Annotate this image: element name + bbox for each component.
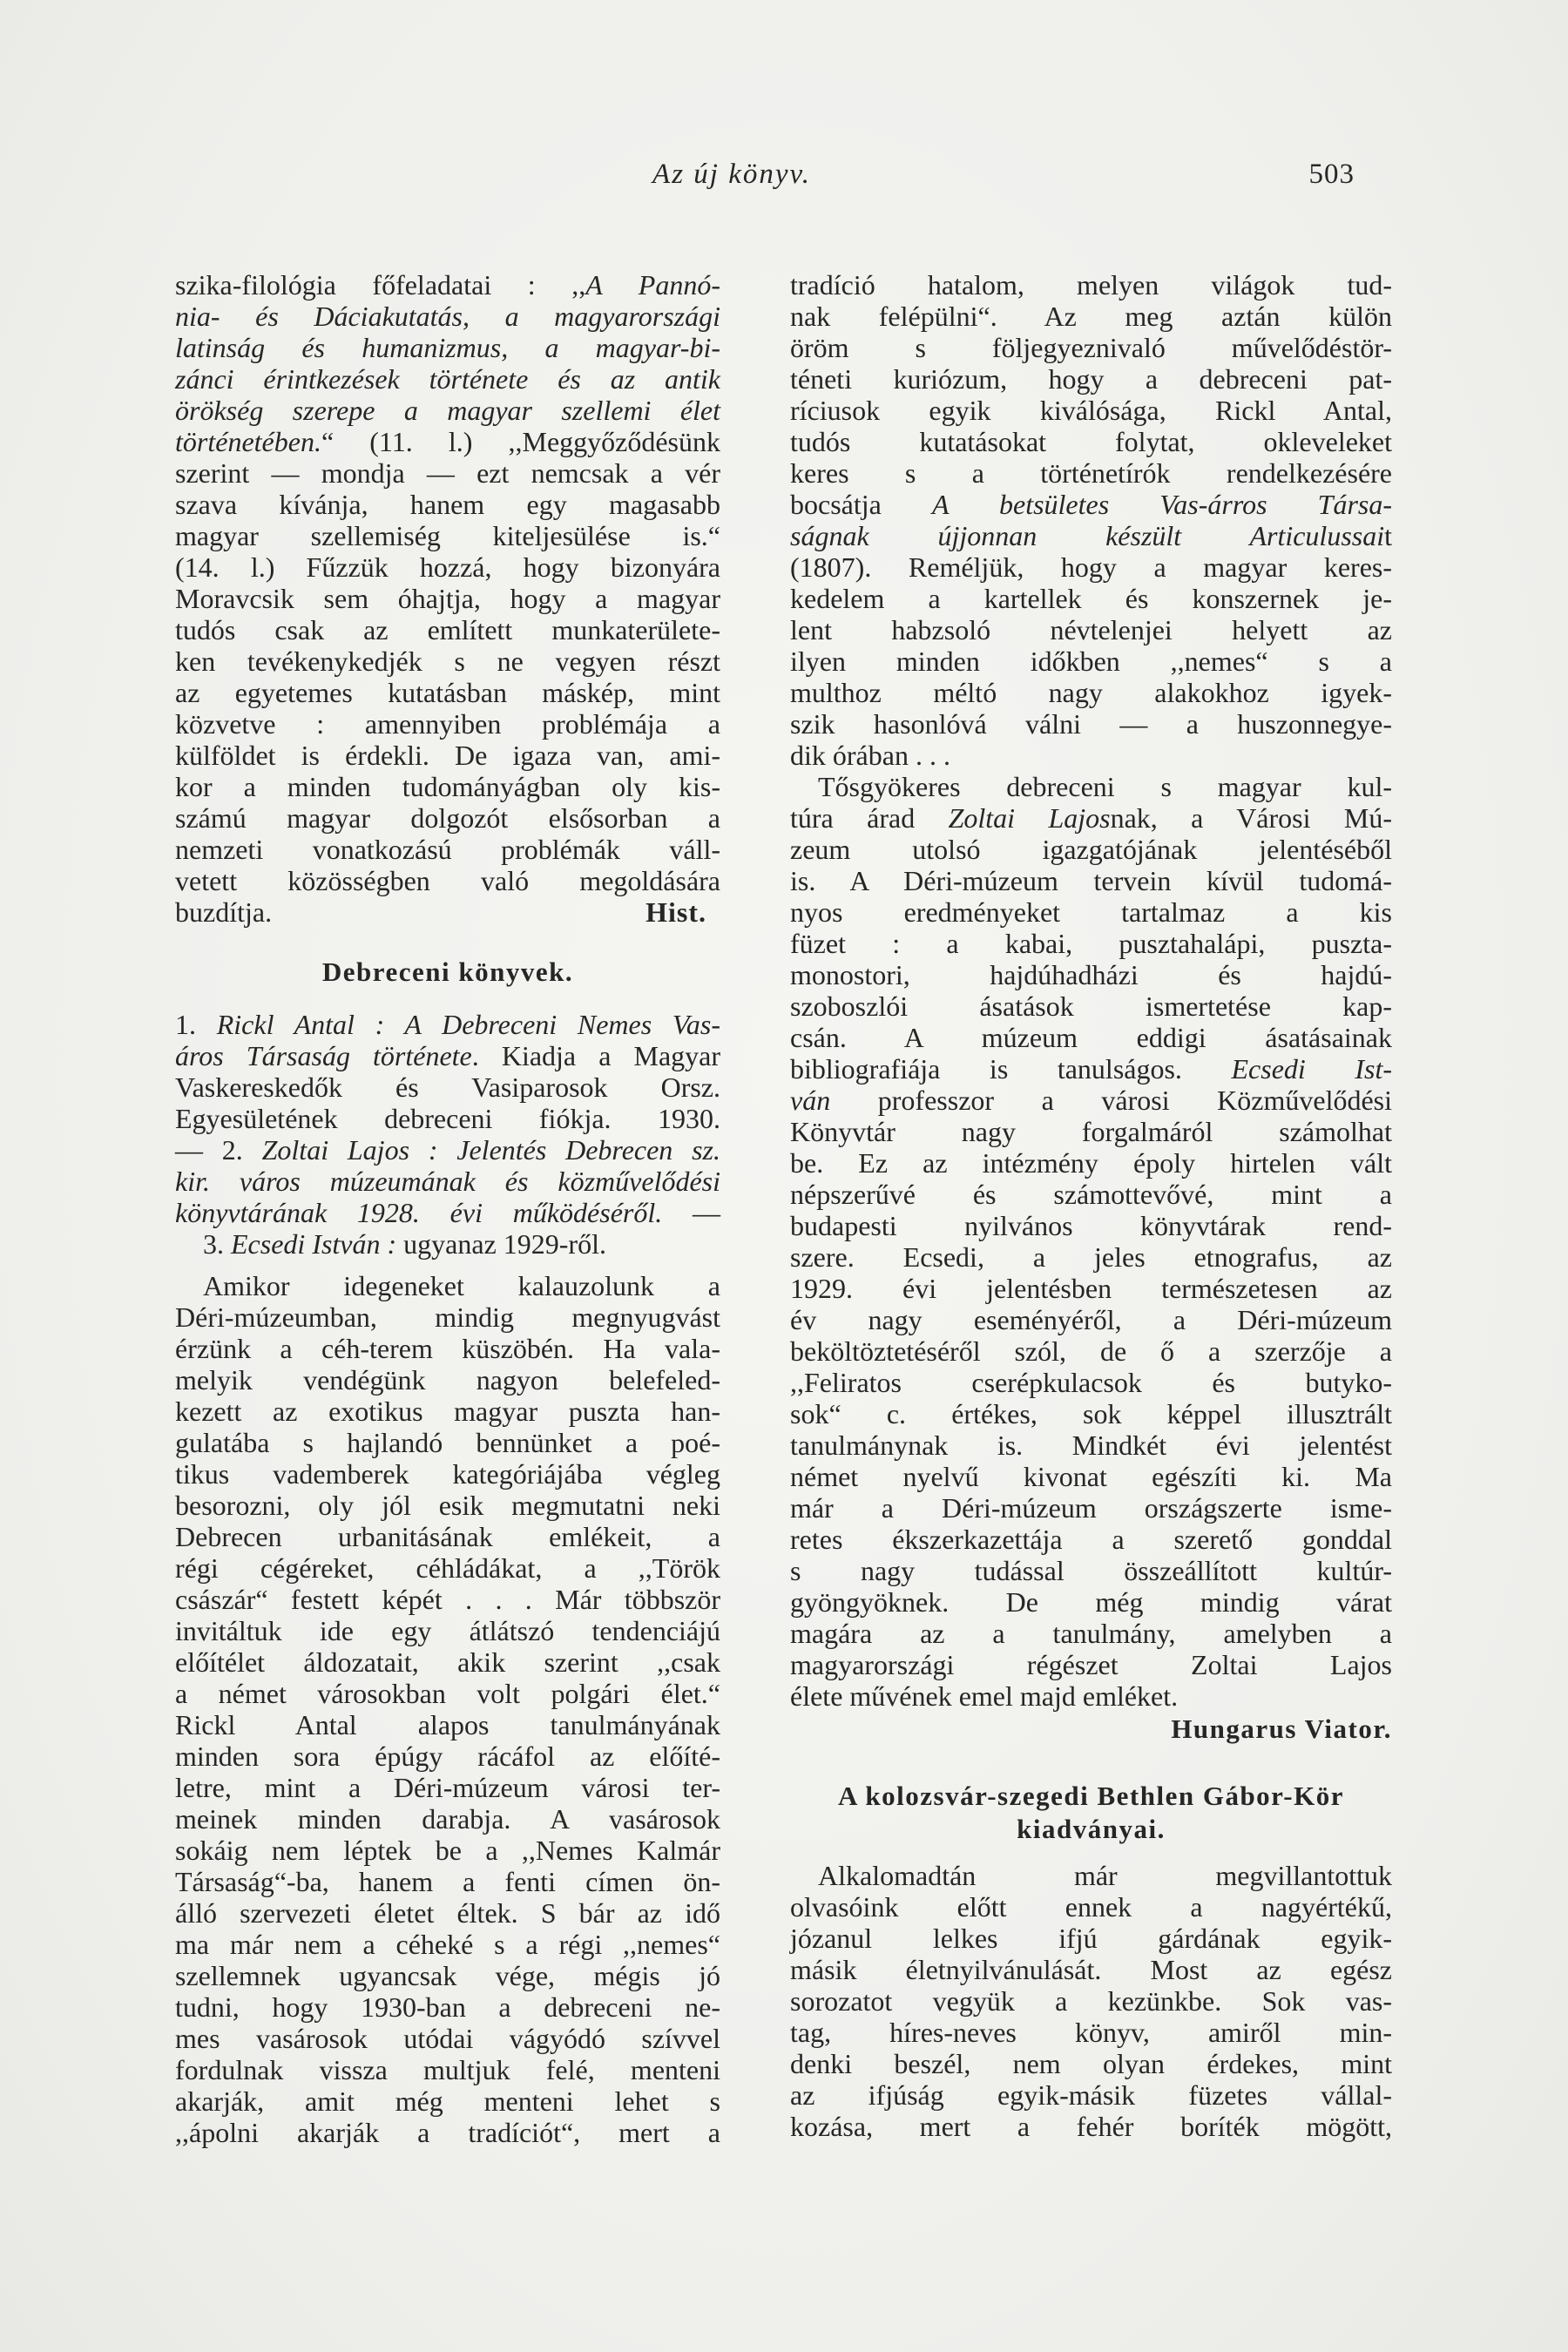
line-text: — 2. (175, 1134, 262, 1166)
text-line (175, 2117, 720, 2148)
italic-text: nia- és Dáciakutatás, a magyarországi (175, 301, 720, 332)
text-line (175, 1490, 720, 1521)
text-line (175, 1396, 720, 1427)
line-text: öröm s följegyeznivaló művelődéstör- (790, 332, 1392, 363)
text-line (790, 489, 1392, 520)
text-line (790, 2017, 1392, 2048)
line-text: másik életnyilvánulását. Most az egész (790, 1954, 1392, 1985)
text-line (175, 2023, 720, 2054)
text-line (175, 771, 720, 802)
line-text: császár“ festett képét . . . Már többször (175, 1584, 720, 1615)
line-text: szik hasonlóvá válni — a huszonnegye- (790, 708, 1392, 740)
line-text: az ifjúság egyik-másik füzetes vállal- (790, 2079, 1392, 2111)
text-line (175, 1866, 720, 1897)
text-line (175, 1646, 720, 1678)
text-line (175, 834, 720, 865)
italic-text: Rickl Antal : A Debreceni Nemes Vas- (216, 1009, 721, 1040)
line-text: ,,Feliratos cserépkulacsok és butyko- (790, 1367, 1392, 1398)
text-line (790, 1985, 1392, 2017)
line-text: ,,ápolni akarják a tradíciót“, mert a (175, 2117, 720, 2148)
text-line (790, 1524, 1392, 1555)
text-line (790, 1085, 1392, 1116)
text-line (790, 1891, 1392, 1923)
line-text: csán. A múzeum eddigi ásatásainak (790, 1022, 1392, 1053)
text-line (175, 1803, 720, 1835)
section-heading-debreceni-konyvek: Debreceni könyvek. (321, 956, 574, 987)
line-text: népszerűvé és számottevővé, mint a (790, 1179, 1392, 1210)
text-line (175, 1228, 720, 1260)
text-line (790, 1923, 1392, 1954)
right-column-text-1 (790, 269, 1392, 1712)
text-line (175, 1301, 720, 1333)
text-line (790, 802, 1392, 834)
line-text: olvasóink előtt ennek a nagyértékű, (790, 1891, 1392, 1923)
line-text: letre, mint a Déri-múzeum városi ter- (175, 1772, 720, 1803)
line-text: budapesti nyilvános könyvtárak rend- (790, 1210, 1392, 1241)
text-line (175, 645, 720, 677)
line-text: — (662, 1197, 721, 1228)
text-line (790, 269, 1392, 301)
line-text: Egyesületének debreceni fiókja. 1930. (175, 1103, 720, 1134)
signature-text: Hist. (645, 896, 706, 928)
line-text: 1929. évi jelentésben természetesen az (790, 1273, 1392, 1304)
line-text: ma már nem a céheké s a régi ,,nemes“ (175, 1929, 720, 1960)
line-text: (1807). Reméljük, hogy a magyar keres- (790, 551, 1392, 583)
italic-text: Zoltai Lajos : Jelentés Debrecen sz. (261, 1134, 721, 1166)
text-line (790, 1954, 1392, 1985)
italic-text: Ecsedi Ist- (1231, 1053, 1393, 1085)
line-text: tudós csak az említett munkaterülete- (175, 614, 720, 645)
left-column-text-1 (175, 269, 720, 928)
text-line (790, 520, 1392, 551)
text-line (175, 1040, 720, 1071)
line-text: kor a minden tudományágban oly kis- (175, 771, 720, 802)
line-text: Moravcsik sem óhajtja, hogy a magyar (175, 583, 720, 614)
text-line (790, 1429, 1392, 1461)
running-title: Az új könyv. (652, 159, 811, 190)
italic-text: örökség szerepe a magyar szellemi élet (175, 395, 720, 426)
text-line (790, 1022, 1392, 1053)
line-text: s nagy tudással összeállított kultúr- (790, 1555, 1392, 1586)
left-column-text-2 (175, 1270, 720, 2148)
text-line (790, 426, 1392, 457)
line-text: Könyvtár nagy forgalmáról számolhat (790, 1116, 1392, 1147)
line-text: 3. (203, 1228, 231, 1260)
line-text: német nyelvű kivonat egészíti ki. Ma (790, 1461, 1392, 1492)
text-line (790, 865, 1392, 896)
line-text: magyar szellemiség kiteljesülése is.“ (175, 520, 720, 551)
text-line (790, 1116, 1392, 1147)
italic-text: kir. város múzeumának és közművelődési (175, 1166, 720, 1197)
text-line (790, 645, 1392, 677)
text-line (790, 1367, 1392, 1398)
line-text: tudós kutatásokat folytat, okleveleket (790, 426, 1392, 457)
line-text: magára az a tanulmány, amelyben a (790, 1618, 1392, 1649)
line-text: buzdítja. (175, 896, 273, 928)
text-line (790, 363, 1392, 395)
line-text: szoboszlói ásatások ismertetése kap- (790, 990, 1392, 1022)
text-line (175, 583, 720, 614)
line-text: ilyen minden időkben ,,nemes“ s a (790, 645, 1392, 677)
text-line (790, 2079, 1392, 2111)
text-line (790, 1210, 1392, 1241)
text-line (175, 1709, 720, 1740)
line-text: tradíció hatalom, melyen világok tud- (790, 269, 1392, 301)
text-line (790, 301, 1392, 332)
line-text: ríciusok egyik kiválósága, Rickl Antal, (790, 395, 1392, 426)
text-line (790, 1147, 1392, 1179)
italic-text: Ecsedi István : (231, 1228, 397, 1260)
line-text: év nagy eseményéről, a Déri-múzeum (790, 1304, 1392, 1335)
text-line (175, 1364, 720, 1396)
line-text: t (1384, 520, 1392, 551)
text-line (175, 740, 720, 771)
text-line (790, 834, 1392, 865)
line-text: lent habzsoló névtelenjei helyett az (790, 614, 1392, 645)
line-text: kozása, mert a fehér boríték mögött, (790, 2111, 1392, 2142)
line-text: előítélet áldozatait, akik szerint ,,csak (175, 1646, 720, 1678)
line-text: sokáig nem léptek be a ,,Nemes Kalmár (175, 1835, 720, 1866)
text-line (790, 457, 1392, 489)
line-text: ken tevékenykedjék s ne vegyen részt (175, 645, 720, 677)
text-line (790, 771, 1392, 802)
text-line (790, 928, 1392, 959)
line-text: vetett közösségben való megoldására (175, 865, 720, 896)
line-text: füzet : a kabai, pusztahalápi, puszta- (790, 928, 1392, 959)
right-column-text-2 (790, 1860, 1392, 2142)
text-line (175, 457, 720, 489)
italic-text: Zoltai Lajos (948, 802, 1111, 834)
text-line (790, 1053, 1392, 1085)
line-text: kedelem a kartellek és konszernek je- (790, 583, 1392, 614)
line-text: nemzeti vonatkozású problémák váll- (175, 834, 720, 865)
italic-text: A betsületes Vas-árros Társa- (931, 489, 1393, 520)
line-text: téneti kuriózum, hogy a debreceni pat- (790, 363, 1392, 395)
text-line (175, 1835, 720, 1866)
text-line (175, 896, 720, 928)
line-text: zeum utolsó igazgatójának jelentéséből (790, 834, 1392, 865)
line-text: Déri-múzeumban, mindig megnyugvást (175, 1301, 720, 1333)
line-text: a német városokban volt polgári élet.“ (175, 1678, 720, 1709)
line-text: sok“ c. értékes, sok képpel illusztrált (790, 1398, 1392, 1429)
line-text: “ (11. l.) ,,Meggyőződésünk (321, 426, 720, 457)
line-text: tikus vademberek kategóriájába végleg (175, 1458, 720, 1490)
line-text: élete művének emel majd emléket. (790, 1680, 1179, 1712)
line-text: Tősgyökeres debreceni s magyar kul- (818, 771, 1392, 802)
line-text: Debrecen urbanitásának emlékeit, a (175, 1521, 720, 1552)
text-line (175, 1991, 720, 2023)
line-text: 1. (175, 1009, 217, 1040)
text-line (175, 1071, 720, 1103)
text-line (175, 2054, 720, 2085)
line-text: nak felépülni“. Az meg aztán külön (790, 301, 1392, 332)
text-line (175, 520, 720, 551)
line-text: szere. Ecsedi, a jeles etnografus, az (790, 1241, 1392, 1273)
text-line (790, 583, 1392, 614)
text-line (790, 1273, 1392, 1304)
line-text: gulatába s hajlandó bennünket a poé- (175, 1427, 720, 1458)
line-text: be. Ez az intézmény époly hirtelen vált (790, 1147, 1392, 1179)
line-text: kezett az exotikus magyar puszta han- (175, 1396, 720, 1427)
line-text: (14. l.) Fűzzük hozzá, hogy bizonyára (175, 551, 720, 583)
line-text: beköltöztetéséről szól, de ő a szerzője a (790, 1335, 1392, 1367)
text-line (175, 426, 720, 457)
line-text: meinek minden darabja. A vasárosok (175, 1803, 720, 1835)
line-text: monostori, hajdúhadházi és hajdú- (790, 959, 1392, 990)
text-line (175, 1009, 720, 1040)
line-text: szerint — mondja — ezt nemcsak a vér (175, 457, 720, 489)
text-line (175, 1740, 720, 1772)
line-text: régi cégéreket, céhládákat, a ,,Török (175, 1552, 720, 1584)
text-line (175, 1427, 720, 1458)
line-text: tanulmánynak is. Mindkét évi jelentést (790, 1429, 1392, 1461)
text-line (790, 1304, 1392, 1335)
line-text: multhoz méltó nagy alakokhoz igyek- (790, 677, 1392, 708)
line-text: bibliografiája is tanulságos. (790, 1053, 1232, 1085)
line-text: melyik vendégünk nagyon belefeled- (175, 1364, 720, 1396)
text-line (790, 990, 1392, 1022)
text-line (175, 332, 720, 363)
text-line (175, 1772, 720, 1803)
line-text: magyarországi régészet Zoltai Lajos (790, 1649, 1392, 1680)
text-line (175, 395, 720, 426)
text-line (175, 1197, 720, 1228)
text-line (790, 1492, 1392, 1524)
line-text: invitáltuk ide egy átlátszó tendenciájú (175, 1615, 720, 1646)
text-line (790, 1461, 1392, 1492)
text-line (175, 1270, 720, 1301)
text-line (175, 1897, 720, 1929)
text-line (790, 1241, 1392, 1273)
text-line (175, 1960, 720, 1991)
line-text: minden sora épúgy rácáfol az előíté- (175, 1740, 720, 1772)
book-list (175, 1009, 720, 1260)
line-text: tag, híres-neves könyv, amiről min- (790, 2017, 1392, 2048)
line-text: közvetve : amennyiben problémája a (175, 708, 720, 740)
italic-text: ván (790, 1085, 831, 1116)
text-line (175, 1929, 720, 1960)
text-line (790, 2111, 1392, 2142)
line-text: külföldet is érdekli. De igaza van, ami- (175, 740, 720, 771)
line-text: józanul lelkes ifjú gárdának egyik- (790, 1923, 1392, 1954)
text-line (790, 395, 1392, 426)
line-text: mes vasárosok utódai vágyódó szívvel (175, 2023, 720, 2054)
line-text: már a Déri-múzeum országszerte isme- (790, 1492, 1392, 1524)
italic-text: áros Társaság története (175, 1040, 472, 1071)
text-line (175, 551, 720, 583)
heading-line-1: A kolozsvár-szegedi Bethlen Gábor-Kör (837, 1781, 1344, 1811)
line-text: szava kívánja, hanem egy magasabb (175, 489, 720, 520)
text-line (790, 959, 1392, 990)
text-line (175, 1103, 720, 1134)
text-line (790, 1555, 1392, 1586)
line-text: Rickl Antal alapos tanulmányának (175, 1709, 720, 1740)
italic-text: ságnak újjonnan készült Articulussai (790, 520, 1385, 551)
italic-text: történetében. (175, 426, 321, 457)
text-line (175, 363, 720, 395)
text-line (790, 1680, 1392, 1712)
author-signature: Hungarus Viator. (1171, 1713, 1392, 1744)
text-line (175, 677, 720, 708)
text-line (175, 1134, 720, 1166)
text-line (175, 614, 720, 645)
line-text: . Kiadja a Magyar (471, 1040, 721, 1071)
text-line (790, 614, 1392, 645)
line-text: keres s a történetírók rendelkezésére (790, 457, 1392, 489)
line-text: sorozatot vegyük a kezünkbe. Sok vas- (790, 1985, 1392, 2017)
text-line (790, 677, 1392, 708)
page-number: 503 (1308, 159, 1355, 190)
line-text: az egyetemes kutatásban máskép, mint (175, 677, 720, 708)
italic-text: könyvtárának 1928. évi működéséről. (175, 1197, 663, 1228)
line-text: túra árad (790, 802, 949, 834)
line-text: denki beszél, nem olyan érdekes, mint (790, 2048, 1392, 2079)
text-line (175, 1552, 720, 1584)
line-text: Vaskereskedők és Vasiparosok Orsz. (175, 1071, 720, 1103)
line-text: retes ékszerkazettája a szerető gonddal (790, 1524, 1392, 1555)
line-text: professzor a városi Közművelődési (830, 1085, 1392, 1116)
text-line (790, 1860, 1392, 1891)
text-line (790, 2048, 1392, 2079)
text-line (175, 865, 720, 896)
text-line (175, 2085, 720, 2117)
text-line (175, 1333, 720, 1364)
italic-text: zánci érintkezések története és az antik (175, 363, 720, 395)
line-text: Alkalomadtán már megvillantottuk (818, 1860, 1392, 1891)
line-text: akarják, amit még menteni lehet s (175, 2085, 720, 2117)
line-text: szellemnek ugyancsak vége, mégis jó (175, 1960, 720, 1991)
text-line (790, 332, 1392, 363)
italic-text: latinság és humanizmus, a magyar-bi- (175, 332, 720, 363)
text-line (790, 896, 1392, 928)
text-line (790, 1335, 1392, 1367)
text-line (790, 1586, 1392, 1618)
line-text: is. A Déri-múzeum tervein kívül tudomá- (790, 865, 1392, 896)
line-text: dik órában . . . (790, 740, 950, 771)
line-text: nyos eredményeket tartalmaz a kis (790, 896, 1392, 928)
text-line (175, 1678, 720, 1709)
text-line (175, 802, 720, 834)
text-line (175, 269, 720, 301)
text-line (790, 1179, 1392, 1210)
line-text: besorozni, oly jól esik megmutatni neki (175, 1490, 720, 1521)
line-text: bocsátja (790, 489, 932, 520)
line-text: számú magyar dolgozót elsősorban a (175, 802, 720, 834)
line-text: ugyanaz 1929-ről. (396, 1228, 606, 1260)
text-line (790, 1398, 1392, 1429)
line-text: tudni, hogy 1930-ban a debreceni ne- (175, 1991, 720, 2023)
text-line (790, 1618, 1392, 1649)
line-text: Társaság“-ba, hanem a fenti címen ön- (175, 1866, 720, 1897)
text-line (175, 301, 720, 332)
line-text: álló szervezeti életet éltek. S bár az idő (175, 1897, 720, 1929)
text-line (790, 740, 1392, 771)
text-line (175, 1521, 720, 1552)
text-line (790, 708, 1392, 740)
text-line (175, 708, 720, 740)
text-line (175, 1458, 720, 1490)
line-text: gyöngyöknek. De még mindig várat (790, 1586, 1392, 1618)
heading-line-2: kiadványai. (1017, 1814, 1166, 1844)
line-text: nak, a Városi Mú- (1110, 802, 1393, 834)
line-text: érzünk a céh-terem küszöbén. Ha vala- (175, 1333, 720, 1364)
text-line (175, 1584, 720, 1615)
line-text: szika-filológia főfeladatai : ,, (175, 269, 586, 301)
line-text: Amikor idegeneket kalauzolunk a (203, 1270, 720, 1301)
section-heading-bethlen-gabor-kor (790, 1780, 1392, 1846)
text-line (790, 1649, 1392, 1680)
italic-text: A Pannó- (585, 269, 720, 301)
text-line (175, 1166, 720, 1197)
text-line (175, 1615, 720, 1646)
text-line (790, 551, 1392, 583)
line-text: fordulnak vissza multjuk felé, menteni (175, 2054, 720, 2085)
text-line (175, 489, 720, 520)
